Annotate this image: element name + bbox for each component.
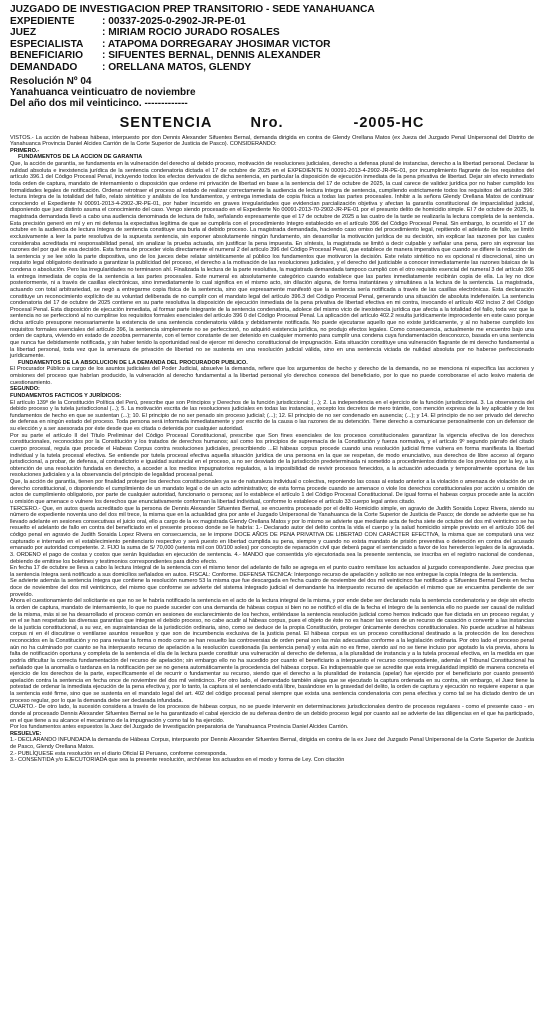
- header-label: ESPECIALISTA: [10, 38, 84, 50]
- header-row-beneficiario: [10, 50, 534, 62]
- paragraph-notificacion: Se advierte además la sentencia íntegra que contiene la resolución numero 53 la misma que fue descargada en fecha cuatro de noviembre del dos mil veinticinco fue notificado a Sifuentes Bernal Denis en fecha doce de noviembre del dos mil veinticinco, del mismo que conforme se advierte del sistema integrado judicial el demandante ha interpuesto recurso de apelación el mismo que se encuentra pendiente de ser proveído.: [10, 578, 534, 598]
- sentence-title: [10, 115, 534, 131]
- sentence-title-nro: Nro.: [250, 114, 284, 131]
- header-row-expediente: [10, 16, 534, 28]
- resolution-block: [10, 76, 534, 109]
- header-court-name: JUZGADO DE INVESTIGACION PREP TRANSITORIO - SEDE YANAHUANCA: [10, 4, 375, 15]
- header-label: JUEZ: [10, 27, 37, 39]
- paragraph-cuestionamiento: Ahora el cuestionamiento del solicitante es que no se le habría notificado la sentencia en el acto de la lectura integral de la misma, y por ende debe ser declarado nula la sentencia condenatoria y se deje sin efecto la orden de captura, mandato de internamiento, lo que no puede suceder con una demanda de hábeas corpus si bien no se notificó el día de la fecha el íntegro de la sentencia ello no puede ser causal de nulidad de la misma, más si se ha desarrollado el proceso común en sesiones de esclarecimiento de los hechos, entiéndase la sentencia resolución judicial como hemos indicado que fue dictada en un proceso regular, y en el se han respetado las diversas garantías que integran el debido proceso, no cabe acudir al hábeas corpus, pues el objeto de éste no es hacer las veces de un recurso de casación o convertir a las instancias de la justicia constitucional, a su vez, en supraintancias de la jurisdicción ordinaria, sino, como se deduce de la propia Constitución, proteger únicamente derechos constitucionales. No puede acudirse al hábeas corpus ni en él discutirse o ventilarse asuntos resueltos y que son de incumbencia exclusiva de la justicia penal. El hábeas corpus es un proceso constitucional destinado a la protección de los derechos reconocidos en la Constitución y no para revisar la forma o modo como se han resuelto las controversias de orden penal son las más adecuadas conforme a la legislación ordinaria. Por otro lado el proceso penal aún no ha culminado por cuanto se ha interpuesto recurso de apelación a la resolución cuestionada (la sentencia penal) y esta aún no es firme, siendo así no se tiene incluso por agotado la vía previa, ahora la falta de notificación oportuna y completa de la sentencia el día de la lectura puede constituir una vulneración al derecho de defensa, a la pluralidad de instancia y a la tutela procesal efectiva, en la medida en que podría dificultar la correcta fundamentación del recurso de apelación; sin embargo ello no ha sucedido por cuanto el beneficiario a interpuesto el recurso correspondiente, además el Tribunal Constitucional ha señalado que la anomalía o tardanza en la notificación per se no genera automáticamente la procedencia del hábeas corpus. Es indispensable que se acredite que esta irregularidad impidió de manera concreta el ejercicio de los derechos de la parte, específicamente el de recurrir o fundamentar su recurso, siendo que el derecho a la pluralidad de instancia (apelar) fue ejercido por el beneficiario por cuanto presentó apelación contra la sentencia en fecha once de noviembre del dos mil veinticinco. Por otro lado, el demandado también alega que se ejecutado la captura ordenada en su contra, sin embargo, el Juez tiene la potestad de ordenar la inmediata ejecución de la pena efectiva y, por lo tanto, la captura si el sentenciado está libre, basándose en la gravedad del delito, la orden de captura y ejecución no requiere esperar a que la sentencia esté firme, sino que se sustenta en el mandato legal del art. 402 del código procesal penal siempre que exista una sentencia condenatoria con pena efectiva y como tal se ha dictado dentro de un proceso regular, por lo que la demanda debe ser declarada infundada.: [10, 598, 534, 704]
- header-label: BENEFICIARIO: [10, 50, 84, 62]
- header-value: : SIFUENTES BERNAL, DENNIS ALEXANDER: [102, 50, 321, 62]
- paragraph-vistos: VISTOS.- La acción de habeas hábeas, interpuesto por don Dennis Alexander Sifuentes Bernal, demanda dirigida en contra de Glendy Orellana Matos (ex Jueza del Juzgado Penal Unipersonal del Distrito de Yanahuanca Provincia Daniel Alcides Carrión de la Corte Superior de Justicia de Pasco). CONSIDERANDO:: [10, 134, 534, 148]
- header-value: : ATAPOMA DORREGARAY JHOSIMAR VICTOR: [102, 38, 331, 50]
- header-row-especialista: [10, 39, 534, 51]
- resolution-date-line-2: Del año dos mil veinticinco. -------------: [10, 97, 188, 109]
- section-heading-fundamentos-accion: FUNDAMENTOS DE LA ACCION DE GARANTIA: [18, 154, 143, 161]
- resolution-date-line-1: Yanahuanca veinticuatro de noviembre: [10, 86, 196, 98]
- resolution-item-3: 3.- CONSENTIDA y/o EJECUTORIADA que sea la presente resolución, archívese los actuados en el modo y forma de Ley. Con citación: [10, 757, 345, 764]
- sentence-body: [10, 135, 534, 764]
- resolution-item-2: 2.- PUBLÍQUESE esta resolución en el diario Oficial El Peruano, conforme corresponda.: [10, 750, 228, 757]
- sentence-title-number: -2005-HC: [353, 114, 425, 131]
- section-heading-primero: PRIMERO.-: [10, 147, 40, 154]
- section-heading-absolucion: FUNDAMENTOS DE LA ABSOLUCION DE LA DEMANDA DEL PROCURADOR PUBLICO.: [18, 359, 248, 366]
- paragraph-articulo-139: El artículo 139º de la Constitución Política del Perú, prescribe que son Principios y Derechos de la función jurisdiccional: (...); 2. La independencia en el ejercicio de la función jurisdiccional. 3. La observancia del debido proceso y la tutela jurisdiccional (...); 5. La motivación escrita de las resoluciones judiciales en todas las instancias, excepto los decretos de mero trámite, con mención expresa de la ley aplicable y de los fundamentos de hecho en que se sustentan (...); 10. El principio de no ser penado sin proceso judicial; (...); 12. El principio de no ser condenado en ausencia; (...); y 14. El principio de no ser privado del derecho de defensa en ningún estado del proceso. Toda persona será informada inmediatamente y por escrito de la causa o las razones de su detención. Tiene derecho a comunicarse personalmente con un defensor de su elección y a ser asesorada por éste desde que es citada o detenida por cualquier autoridad.: [10, 399, 534, 433]
- header-value: : MIRIAM ROCIO JURADO ROSALES: [102, 27, 280, 39]
- header-court: [10, 4, 534, 16]
- paragraph-lectura-integral: En fecha 17 de octubre se lleva a cabo la lectura íntegral de la sentencia con el mismo tenor del adelanto de fallo se agrega en el punto cuatro remítase los actuados al juzgado correspondiente. Juez precisa que la sentencia íntegra será notificado a sus domicilios señalados en autos. FISCAL: Conforme. DEFENSA TÉCNICA: Interpongo recurso de apelación y solicito se nos entregue la copia íntegra de la sentencia.: [10, 565, 534, 578]
- paragraph-codigo-procesal: Por su parte el artículo II del Título Preliminar del Código Procesal Constitucional, prescribe que Son fines esenciales de los procesos constitucionales garantizar la vigencia efectiva de los derechos constitucionales, reconocidos por la Constitución y los tratados de derechos humanos; así como los principios de supremacía de la Constitución y fuerza normativa, y el artículo 9º segundo párrafo del citado cuerpo procesal, regula que procede el Habeas Corpus contra resoluciones judiciales, prescribiendo ...El hábeas corpus procede cuando una resolución judicial firme vulnera en forma manifiesta la libertad individual y la tutela procesal efectiva. Se entiende por tutela procesal efectiva aquella situación jurídica de una persona en la que se respetan, de modo enunciativo, sus derechos de libre acceso al órgano jurisdiccional, a probar, de defensa, al contradictorio e igualdad sustancial en el proceso, a no ser desviado de la jurisdicción predeterminada ni sometido a procedimientos distintos de los previstos por la ley, a la obtención de una resolución fundada en derecho, a acceder a los medios impugnatorios regulados, a la imposibilidad de revivir procesos fenecidos, a la actuación adecuada y temporalmente oportuna de las resoluciones judiciales y a la observancia del principio de legalidad procesal penal.: [10, 432, 534, 479]
- paragraph-fundamentos-accion: Que, la acción de garantía, se fundamenta en la vulneración del derecho al debido proceso, motivación de resoluciones judiciales, derecho a defensa plural de instancias, derecho a la libertad personal. Declarar la nulidad absoluta e inexistencia jurídica de la sentencia condenatoria dictada el 17 de octubre de 2025 en el EXPEDIENTE N 00091-2013-4-2902-JR-PE-01, por incumplimiento flagrante de los requisitos del artículo 396.1 del Código Procesal Penal, incluyendo todos los efectos derivados de dicha sentencia, en particular la disposición de ejecución inmediata de la pena privativa de libertad. Dejar sin efecto inmediato toda orden de captura, mandato de internamiento o disposición que ordene mi privación de libertad en base a la sentencia del 17 de octubre de 2025, la cual carece de validez jurídica por no haber cumplido los formalidades legales de notificación. Ordenar retrotraer el proceso al estado de realizar correctamente la audiencia de lectura íntegra de sentencia, cumpliendo estrictamente todos los requisitos del artículo 396: lectura íntegra de la totalidad del fallo, relato sintético y análisis de los fundamentos, y entrega inmediata de copia física a todas las partes procesales. Inhibir a la señora Glendy Orellana Matos de continuar conociendo el Expediente N 00091-2013-4-2902-JR-PE-01, por haber incurrido en graves irregularidades que evidencian parcialización objetiva y afectan la garantía constitucional de imparcialidad judicial, disponiendo que juez distinto asuma el conocimiento del caso. Vengo siendo procesado en el Expediente No 00091-2013-70-2902-JR-PE-01 por el presunto delito de homicidio simple. El 7 de octubre de 2025, la magistrada demandada llevó a cabo una audiencia denominada de lectura de fallo, señalando expresamente que el 17 de octubre de 2025 a las cuatro de la tarde se realizaría la lectura completa de la sentencia. Esta precisión generó en mí y en mi defensa la expectativa legítima de que se cumpliría con el procedimiento íntegro establecido en el artículo 396 del Código Procesal Penal. Sin embargo, lo ocurrido el 17 de octubre en la audiencia de lectura íntegra de sentencia constituye una burla al debido proceso. La magistrada demandada, haciendo caso omiso del procedimiento legal, repitiendo el adelanto de fallo, se limitó exclusivamente a leer la parte resolutiva de la supuesta sentencia, sin exponer absolutamente ningún fundamento, sin desarrollar la motivación jurídica de su decisión, sin explicar las razones por las cuales consideraba acreditada mi responsabilidad penal, sin analizar la prueba actuada, sin justificar la pena impuesta. En síntesis, la magistrada se limitó a decir culpable y señalar una pena, pero sin expresar las razones del por qué de esa decisión. Esta forma de proceder viola directamente el numeral 2 del artículo 396 del Código Procesal Penal, que establece de manera imperativa que cuando se difiere la redacción de la sentencia y se lee sólo la parte dispositiva, uno de los jueces debe relatar sintéticamente al público los fundamentos que motivaron la decisión. Este relato sintético no es opcional ni discrecional, sino un requisito legal obligatorio destinado a garantizar la publicidad del proceso, el derecho a la motivación de las resoluciones judiciales, y el derecho del justiciable a conocer inmediatamente las razones básicas de la condena o absolución. Pero las irregularidades no terminaron ahí. Finalizada la lectura de la parte resolutiva, la magistrada demandada tampoco cumplió con el otro requisito esencial del numeral 3 del artículo 396 la entrega inmediata de copia de la sentencia a las partes procesales. Este numeral es absolutamente categórico cuando establece que las partes inmediatamente recibirán copia de ella. La ley no dice posteriormente, ni a través de casillas electrónicas, sino inmediatamente lo cual significa en el mismo acto, sin dilación alguna, de forma instantánea y simultánea a la lectura de la sentencia. La magistrada, actuando con total arbitrariedad, se negó a entregarme copia física de la sentencia, sino que expresamente manifestó que la sentencia sería notificada a través de las casillas electrónicas. Esta declaración constituye un reconocimiento explícito de su voluntad deliberada de no cumplir con el mandato legal del artículo 396.3 del Código Procesal Penal, generando una situación de absoluta indefensión. La sentencia condenatoria del 17 de octubre de 2025 contiene en su parte resolutiva la disposición de ejecución inmediata de la pena privativa de libertad efectiva en mi contra, invocando el artículo 402 inciso 2 del Código Procesal Penal. Esta disposición de ejecución inmediata, al formar parte integrante de la sentencia condenatoria, adolece del mismo vicio de inexistencia jurídica que afecta a la totalidad del fallo, toda vez que la sentencia no se perfeccionó al no cumplirse los requisitos formales esenciales del artículo 396 0 del Código Procesal Penal. La aplicación del artículo 402.2 resulta jurídicamente improcedente en este caso porque dicha artículo presupone necesariamente la existencia de una sentencia condenatoria válida y debidamente notificada. No puede ejecutarse aquello que no existe jurídicamente, y al no haberse cumplido los requisitos formales esenciales del artículo 396, la sentencia simplemente no se perfeccionó, no adquirió existencia jurídica, no produjo efectos legales. Como consecuencia, actualmente me encuentro bajo una orden de captura, viviendo en estado de zozobra permanente, con el temor constante de ser detenido en cualquier momento para cumplir una condena cuya fundamentación desconozco, basada en una sentencia que nunca fue debidamente notificada, y sin haber tenido la oportunidad real de ejercer mi derecho constitucional de impugnación. Esta situación constituye una vulneración flagrante de mi derecho fundamental a la libertad personal, toda vez que la amenaza de privación de libertad no se sustenta en una resolución judicial válida, sino en una sentencia viciada de nulidad absoluta por no haberse perfeccionado jurídicamente.: [10, 161, 534, 360]
- resolution-number: Resolución Nº 04: [10, 75, 92, 87]
- section-heading-fundamentos-facticos: FUNDAMENTOS FACTICOS Y JURÍDICOS:: [10, 392, 122, 399]
- paragraph-tercero: TERCERO.- Que, en autos queda acreditado que la persona de Dennis Alexander Sifuentes Bernal, se encuentra procesado por el delito Homicidio simple, en agravio de Judith Soraida Lopez Rivera, siendo su número de expediente noventa uno del dos mil trece, la misma que en la actualidad gira por ante el Juzgado Unipersonal de Yanahuanca de la Corte Superior de Justicia de Pasco; de donde se advierte que se ha llevado adelante en sesiones consecutivas el juicio oral, ello a cargo de la ex magistrada Glendy Orellana Matos y por lo mismo se advierte que mediante acta de fecha siete de octubre del dos mil veinticinco se ha resuelto el adelanto de fallo en contra del beneficiado en el presente proceso donde se le habría: 1.- Declarado autor del delito contra la vida el cuerpo y la salud homicidio simple previsto en el artículo 106 del código penal en agravio de Judith Soraida Lopez Rivera en consecuencia, se le impone DOCE AÑOS DE PENA PRIVATIVA DE LIBERTAD CON CARÁCTER EFECTIVA, la misma que se computará una vez capturado e internado en el establecimiento penitenciario respectivo y será puesto en libertad cumplida su pena, siempre y cuando no exista mandato de prisión preventiva o detención en contra del acusado emanado por autoridad competente. 2. FIJO la suma de S/ 70,000 (setenta mil con 00/100 soles) por concepto de reparación civil que deberá pagar el sentenciado a favor de los herederos legales de la agraviada. 3. ORDENO el pago de costas y costos que serán liquidadas en ejecución de sentencia. 4.- MANDO que consentida y/o ejecutoriada sea la presente sentencia, se inscriba en el registro nacional de condenas, debiendo de emitirse los boletines y testimonios correspondientes para dicho efecto.: [10, 505, 534, 565]
- case-header: [10, 4, 534, 74]
- paragraph-absolucion: El Procurador Público a cargo de los asuntos judiciales del Poder Judicial, absuelve la demanda, refiere que los argumentos de hecho y derecho de la demanda, no se menciona ni especifica las acciones y omisiones del proceso que habrían producido, la vulneración al derecho fundamental a la libertad personal y/o derechos conexos del beneficiario, por lo que no puede corroborarse el acto lesivo materia de cuestionamiento.: [10, 366, 534, 386]
- header-label: DEMANDADO: [10, 61, 78, 73]
- header-value: : ORELLANA MATOS, GLENDY: [102, 61, 252, 73]
- resolution-item-1: 1.- DECLARANDO INFUNDADA la demanda de Hábeas Corpus, interpuesto por Dennis Alexander Sifuentes Bernal, dirigida en contra de la ex Juez del Juzgado Penal Unipersonal de la Corte Superior de Justicia de Pasco, Glendy Orellana Matos.: [10, 737, 534, 751]
- sentence-title-word: SENTENCIA: [119, 114, 213, 131]
- header-row-demandado: [10, 62, 534, 74]
- header-row-juez: [10, 27, 534, 39]
- section-heading-resuelve: RESUELVE:: [10, 730, 42, 737]
- header-label: EXPEDIENTE: [10, 15, 75, 27]
- paragraph-accion-garantia: Que, la acción de garantía, tienen por finalidad proteger los derechos constitucionales ya se de naturaleza individual o colectiva, reponiendo las cosas al estado anterior a la violación o amenaza de violación de un derecho constitucional, o disponiendo el cumplimiento de un mandato legal o de un acto administrativo; de esta forma procede cuando se amenace o viole los derechos constitucionales por acción u omisión de actos de cumplimiento obligatorio, por parte de cualquier autoridad, funcionario o persona; así lo establece el artículo 1 del Código Procesal Constitucional. De igual forma el habeas corpus procede ante la acción u omisión que amenace o vulnere los derechos que enunciativamente conforman la libertad individual, conforme lo establece el artículo 33 cuerpo legal antes citado.: [10, 479, 534, 505]
- paragraph-cuarto: CUARTO.- De otro lado, la sucesión considera a través de los procesos de hábeas corpus, no se puede intervenir en determinaciones jurisdiccionales dentro de procesos regulares - como el presente caso - en donde al procesado Dennis Alexander Sifuentes Bernal se le ha garantizado el cabal ejercicio de su defensa dentro de un debido proceso legal por cuanto así se advierte de las diligencias en el que ha participado, en el que tiene a su alcance el mecanismo de la impugnación y como tal lo ha ejercido.: [10, 704, 534, 724]
- paragraph-fundamentos-expuestos: Por los fundamentos antes expuestos la Juez del Juzgado de Investigación preparatoria de Yanahuanca Provincia Daniel Alcides Carrión.: [10, 724, 349, 731]
- header-value: : 00337-2025-0-2902-JR-PE-01: [102, 15, 246, 27]
- section-heading-segundo: SEGUNDO:: [10, 386, 40, 393]
